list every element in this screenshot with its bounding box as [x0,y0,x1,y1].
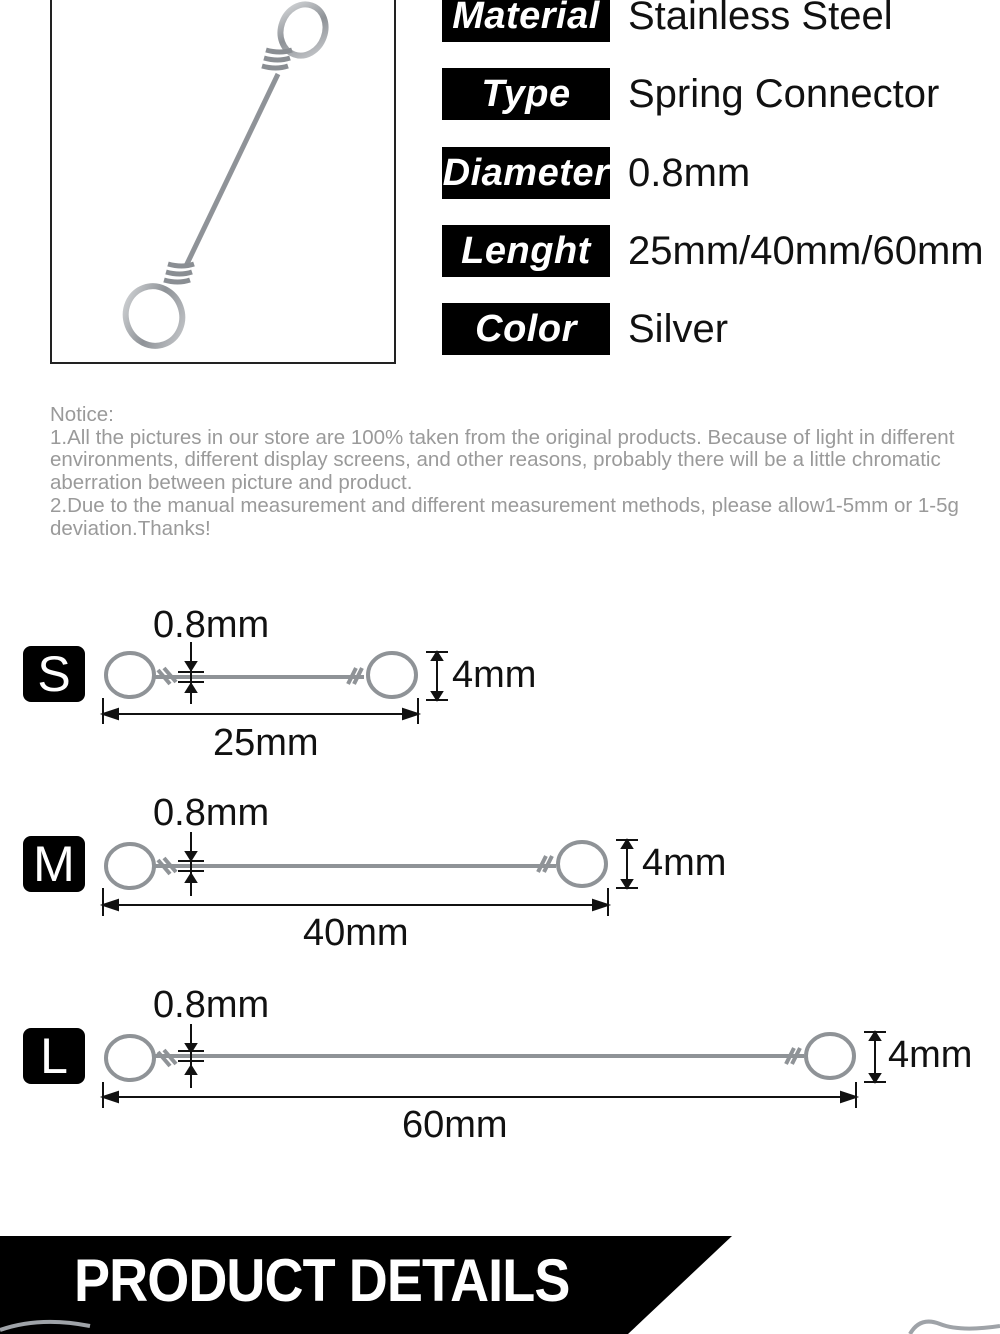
banner-title: PRODUCT DETAILS [74,1247,570,1314]
size-row-m [0,790,1000,960]
product-image-frame [50,0,396,364]
spec-value: 25mm/40mm/60mm [628,229,984,273]
wire-fragment-right [890,1300,1000,1334]
spec-row-length [442,225,982,277]
spec-value: Silver [628,307,729,351]
size-row-l [0,982,1000,1152]
spring-connector-image [52,0,398,364]
length-label: 40mm [303,912,409,954]
loop-size-label: 4mm [888,1034,973,1076]
size-row-s [0,600,1000,770]
spec-row-diameter [442,147,982,199]
spec-value: Spring Connector [628,72,940,116]
loop-size-label: 4mm [642,842,727,884]
spec-label: Color [442,303,610,355]
size-badge: L [23,1028,85,1084]
wire-diameter-label: 0.8mm [153,604,270,646]
spec-value: Stainless Steel [628,0,893,38]
wire-fragment-left [0,1300,120,1334]
spec-label: Material [442,0,610,42]
size-badge: M [23,836,85,892]
length-label: 25mm [213,722,319,764]
spec-value: 0.8mm [628,151,751,195]
size-m-diagram [0,790,1000,960]
spec-label: Lenght [442,225,610,277]
notice-item-2: 2.Due to the manual measurement and different measurement methods, please allow1-5mm or 1-5g deviation.Thanks! [50,493,959,540]
size-s-diagram [0,600,1000,770]
spec-label: Type [442,68,610,120]
spec-row-material [442,0,982,42]
notice-block [50,404,960,540]
notice-item-1: 1.All the pictures in our store are 100% taken from the original products. Because of light in different environments, different display screens, and other reasons, probably there will be a little chromatic aberration between picture and product. [50,425,955,495]
spec-row-color [442,303,982,355]
wire-diameter-label: 0.8mm [153,984,270,1026]
wire-diameter-label: 0.8mm [153,792,270,834]
length-label: 60mm [402,1104,508,1146]
size-badge: S [23,646,85,702]
spec-row-type [442,68,982,120]
spec-label: Diameter [442,147,610,199]
size-l-diagram [0,982,1000,1152]
loop-size-label: 4mm [452,654,537,696]
notice-heading: Notice: [50,403,114,426]
